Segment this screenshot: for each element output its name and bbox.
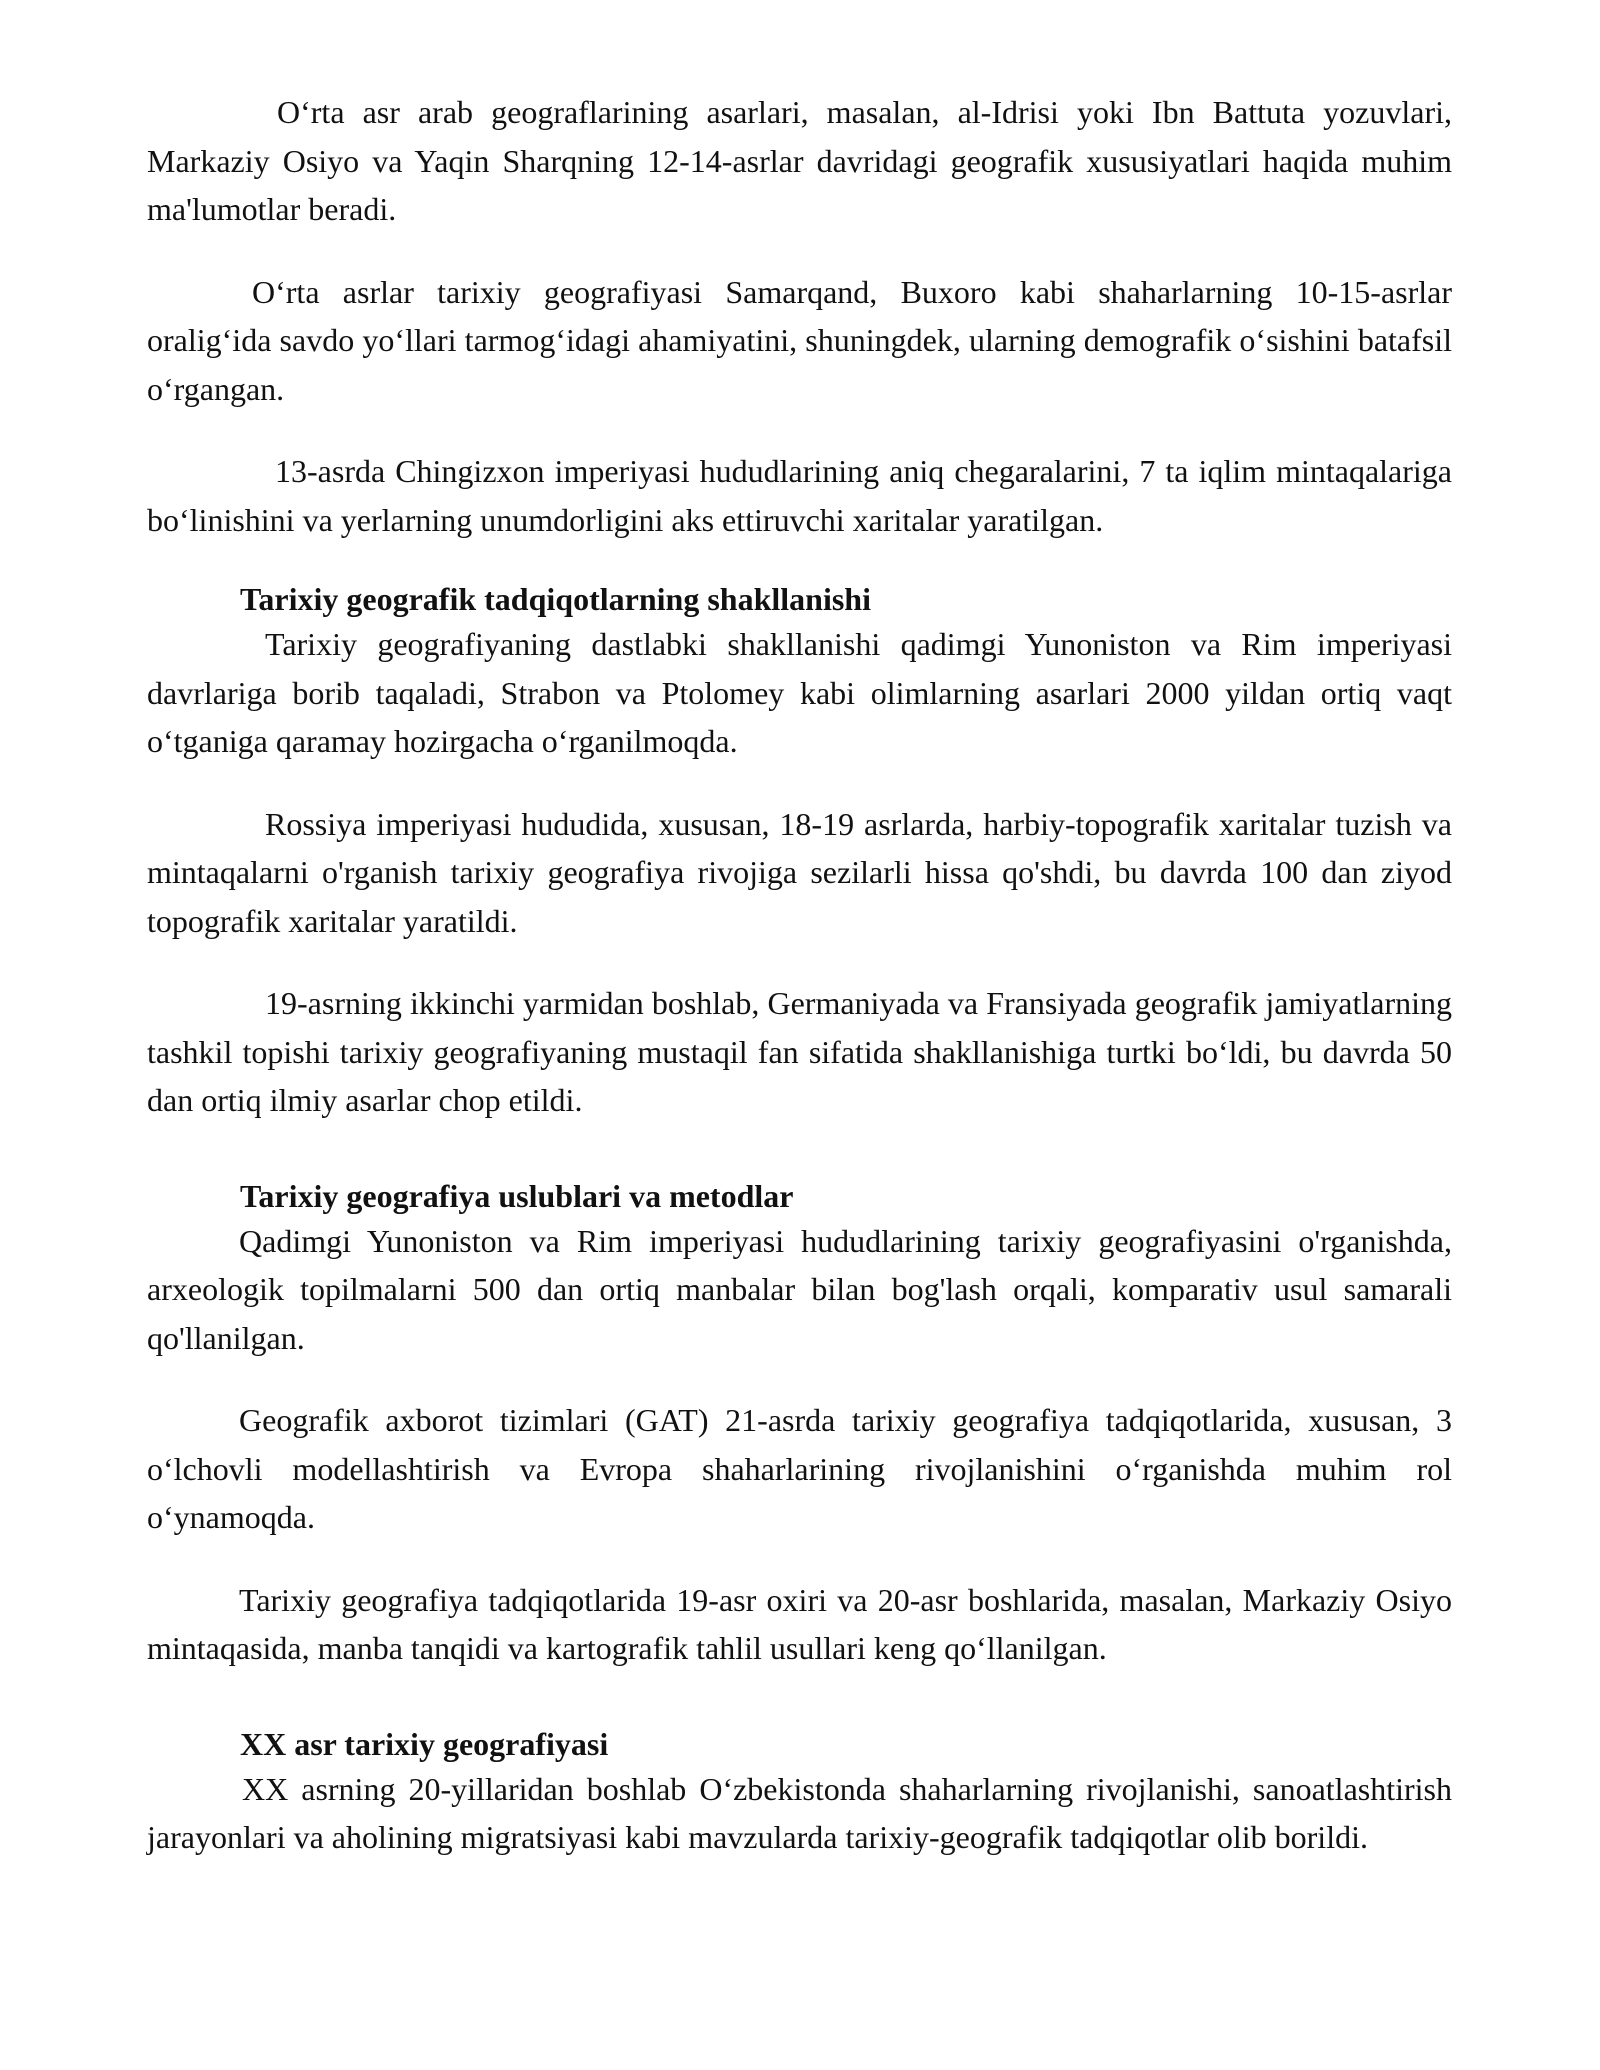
paragraph: 13-asrda Chingizxon imperiyasi hududlarining aniq chegaralarini, 7 ta iqlim mintaqalariga boʻlinishini va yerlarning unumdorligini aks ettiruvchi xaritalar yaratilgan. [147, 453, 1452, 538]
paragraph: 19-asrning ikkinchi yarmidan boshlab, Germaniyada va Fransiyada geografik jamiyatlarning tashkil topishi tarixiy geografiyaning mustaqil fan sifatida shakllanishiga turtki boʻldi, bu davrda 50 dan ortiq ilmiy asarlar chop etildi. [147, 985, 1452, 1118]
section-heading: Tarixiy geografiya uslublari va metodlar [240, 1177, 794, 1214]
section-heading: XX asr tarixiy geografiyasi [240, 1725, 609, 1762]
paragraph: Qadimgi Yunoniston va Rim imperiyasi hududlarining tarixiy geografiyasini o'rganishda, arxeologik topilmalarni 500 dan ortiq manbalar bilan bog'lash orqali, komparativ usul samarali qo'llanilgan. [147, 1222, 1452, 1356]
document-page [147, 88, 1452, 1896]
paragraph: Oʻrta asrlar tarixiy geografiyasi Samarqand, Buxoro kabi shaharlarning 10-15-asrlar oraligʻida savdo yoʻllari tarmogʻidagi ahamiyatini, shuningdek, ularning demografik oʻsishini batafsil oʻrgangan. [147, 273, 1452, 407]
section-heading: Tarixiy geografik tadqiqotlarning shakllanishi [240, 581, 871, 617]
paragraph: XX asrning 20-yillaridan boshlab Oʻzbekistonda shaharlarning rivojlanishi, sanoatlashtirish jarayonlari va aholining migratsiyasi kabi mavzularda tarixiy-geografik tadqiqotlar olib borildi. [147, 1770, 1452, 1855]
paragraph: Oʻrta asr arab geograflarining asarlari, masalan, al-Idrisi yoki Ibn Battuta yozuvlari, Markaziy Osiyo va Yaqin Sharqning 12-14-asrlar davridagi geografik xususiyatlari haqida muhim ma'lumotlar beradi. [147, 94, 1452, 227]
paragraph: Geografik axborot tizimlari (GAT) 21-asrda tarixiy geografiya tadqiqotlarida, xususan, 3 oʻlchovli modellashtirish va Evropa shaharlarining rivojlanishini oʻrganishda muhim rol oʻynamoqda. [147, 1402, 1452, 1535]
paragraph: Tarixiy geografiyaning dastlabki shakllanishi qadimgi Yunoniston va Rim imperiyasi davrlariga borib taqaladi, Strabon va Ptolomey kabi olimlarning asarlari 2000 yildan ortiq vaqt oʻtganiga qaramay hozirgacha oʻrganilmoqda. [147, 626, 1452, 759]
paragraph: Rossiya imperiyasi hududida, xususan, 18-19 asrlarda, harbiy-topografik xaritalar tuzish va mintaqalarni o'rganish tarixiy geografiya rivojiga sezilarli hissa qo'shdi, bu davrda 100 dan ziyod topografik xaritalar yaratildi. [147, 805, 1452, 939]
paragraph: Tarixiy geografiya tadqiqotlarida 19-asr oxiri va 20-asr boshlarida, masalan, Markaziy Osiyo mintaqasida, manba tanqidi va kartografik tahlil usullari keng qoʻllanilgan. [147, 1581, 1452, 1666]
